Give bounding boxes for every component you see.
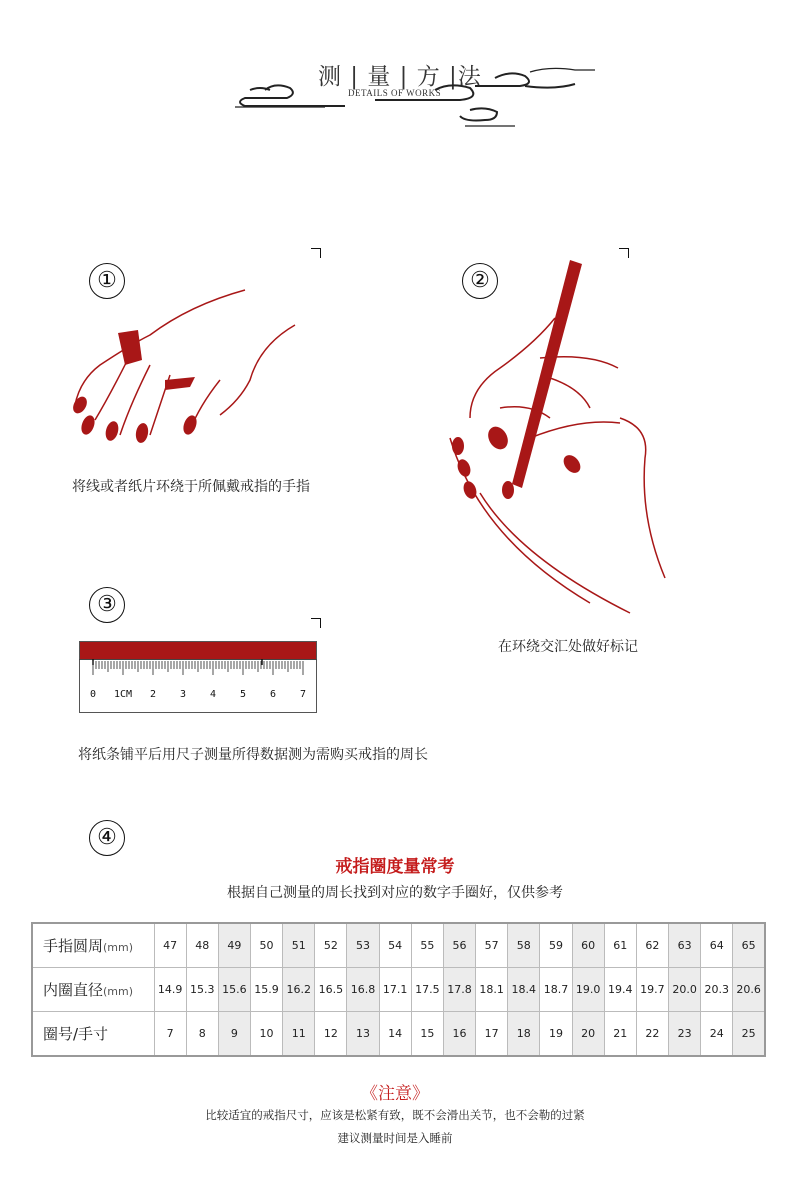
table-cell: 48 [186, 923, 218, 968]
table-cell: 18.7 [540, 968, 572, 1012]
row-unit: (mm) [103, 941, 134, 955]
table-cell: 23 [669, 1011, 701, 1056]
table-cell: 12 [315, 1011, 347, 1056]
size-chart-subtitle: 根据自己测量的周长找到对应的数字手圈好，仅供参考 [227, 885, 563, 901]
table-cell: 15.6 [218, 968, 250, 1012]
table-cell: 62 [636, 923, 668, 968]
table-cell: 15.3 [186, 968, 218, 1012]
note-line: 比较适宜的戒指尺寸，应该是松紧有致，既不会滑出关节，也不会勒的过紧 [205, 1108, 585, 1122]
table-cell: 17.8 [443, 968, 475, 1012]
table-cell: 65 [733, 923, 765, 968]
table-cell: 18 [508, 1011, 540, 1056]
table-cell: 57 [476, 923, 508, 968]
table-cell: 21 [604, 1011, 636, 1056]
table-cell: 14 [379, 1011, 411, 1056]
step-3-caption: 将纸条铺平后用尺子测量所得数据测为需购买戒指的周长 [78, 747, 428, 763]
ruler-label: 6 [269, 689, 277, 700]
row-header [32, 968, 154, 1012]
corner-mark [311, 618, 321, 628]
table-row [32, 1011, 765, 1056]
hand-with-thread-illustration [70, 285, 310, 445]
ruler-label: 2 [149, 689, 157, 700]
table-cell: 16.8 [347, 968, 379, 1012]
size-chart-title: 戒指圈度量常考 [335, 857, 455, 877]
corner-mark [311, 248, 321, 258]
table-cell: 59 [540, 923, 572, 968]
table-cell: 17 [476, 1011, 508, 1056]
step-2-caption: 在环绕交汇处做好标记 [498, 639, 638, 655]
table-cell: 20 [572, 1011, 604, 1056]
table-cell: 16.2 [283, 968, 315, 1012]
table-cell: 15 [411, 1011, 443, 1056]
ruler-label: 0 [89, 689, 97, 700]
note-line: 建议测量时间是入睡前 [337, 1131, 453, 1145]
table-cell: 20.0 [669, 968, 701, 1012]
table-cell: 19.4 [604, 968, 636, 1012]
table-cell: 55 [411, 923, 443, 968]
step-4-number: ④ [89, 820, 125, 856]
table-cell: 17.5 [411, 968, 443, 1012]
table-cell: 22 [636, 1011, 668, 1056]
step-1-number: ① [89, 263, 125, 299]
page-subtitle: DETAILS OF WORKS [348, 88, 442, 98]
ruler-label: 4 [209, 689, 217, 700]
table-cell: 19 [540, 1011, 572, 1056]
ruler-label: 7 [299, 689, 307, 700]
table-cell: 63 [669, 923, 701, 968]
table-cell: 18.1 [476, 968, 508, 1012]
note-title: 《注意》 [361, 1084, 429, 1104]
table-cell: 9 [218, 1011, 250, 1056]
table-cell: 16 [443, 1011, 475, 1056]
table-row [32, 968, 765, 1012]
row-label: 手指圆周 [43, 937, 104, 956]
step-1-caption: 将线或者纸片环绕于所佩戴戒指的手指 [72, 479, 310, 495]
table-cell: 50 [250, 923, 282, 968]
table-cell: 25 [733, 1011, 765, 1056]
table-row [32, 923, 765, 968]
table-cell: 16.5 [315, 968, 347, 1012]
table-cell: 49 [218, 923, 250, 968]
row-label: 圈号/手寸 [43, 1024, 109, 1043]
ruler-label: 5 [239, 689, 247, 700]
table-cell: 58 [508, 923, 540, 968]
step-2-number: ② [462, 263, 498, 299]
table-cell: 24 [701, 1011, 733, 1056]
table-cell: 54 [379, 923, 411, 968]
table-cell: 61 [604, 923, 636, 968]
table-cell: 18.4 [508, 968, 540, 1012]
ring-size-table [31, 922, 766, 1057]
table-cell: 14.9 [154, 968, 186, 1012]
corner-mark [619, 248, 629, 258]
row-header [32, 1011, 154, 1056]
hands-marking-pen-illustration [440, 258, 670, 618]
row-header [32, 923, 154, 968]
table-cell: 64 [701, 923, 733, 968]
table-cell: 20.6 [733, 968, 765, 1012]
ruler-label: 1CM [113, 689, 133, 700]
row-label: 内圈直径 [43, 980, 104, 999]
table-cell: 11 [283, 1011, 315, 1056]
table-cell: 17.1 [379, 968, 411, 1012]
ruler-label: 3 [179, 689, 187, 700]
table-cell: 52 [315, 923, 347, 968]
table-cell: 51 [283, 923, 315, 968]
table-cell: 60 [572, 923, 604, 968]
table-cell: 19.7 [636, 968, 668, 1012]
table-cell: 53 [347, 923, 379, 968]
table-cell: 20.3 [701, 968, 733, 1012]
table-cell: 15.9 [250, 968, 282, 1012]
table-cell: 10 [250, 1011, 282, 1056]
table-cell: 47 [154, 923, 186, 968]
step-3-number: ③ [89, 587, 125, 623]
table-cell: 13 [347, 1011, 379, 1056]
table-cell: 7 [154, 1011, 186, 1056]
table-cell: 8 [186, 1011, 218, 1056]
table-cell: 19.0 [572, 968, 604, 1012]
page-title: 测 | 量 | 方 |法 [318, 64, 482, 90]
row-unit: (mm) [103, 984, 134, 998]
ruler-ticks [79, 659, 317, 711]
cloud-ornament [235, 60, 605, 140]
table-cell: 56 [443, 923, 475, 968]
